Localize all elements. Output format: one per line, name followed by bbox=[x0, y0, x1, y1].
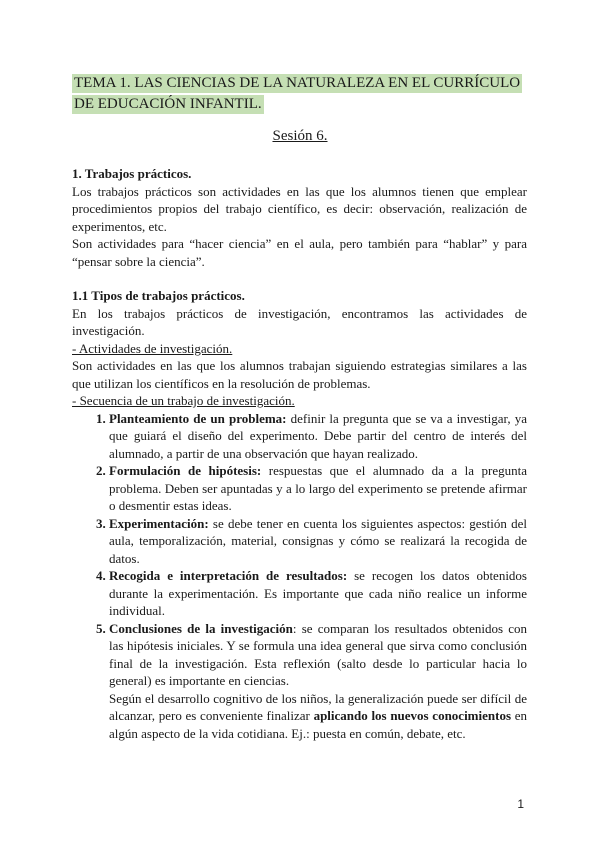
section-1-paragraph-1: Los trabajos prácticos son actividades en las que los alumnos tienen que emplear procedimientos propios del trabajo científico, es decir: observación, realización de experimentos, etc. bbox=[72, 183, 527, 234]
closing-paragraph bbox=[72, 690, 527, 743]
investigation-steps-list bbox=[72, 410, 527, 690]
section-2-heading: 1.1 Tipos de trabajos prácticos. bbox=[72, 288, 245, 303]
page-number: 1 bbox=[517, 797, 524, 811]
list-item bbox=[109, 462, 527, 515]
closing-emphasis: aplicando los nuevos conocimientos bbox=[313, 708, 512, 723]
step-text: : se comparan los resultados obtenidos con las hipótesis iniciales. Y se formula una idea general que sirva como conclusión final de la investigación. Esta reflexión (salto desde lo particular hacia lo general) es importante en ciencias. bbox=[109, 620, 528, 688]
session-label: Sesión 6. bbox=[272, 128, 328, 144]
closing-text-end: en algún aspecto de la vida cotidiana. Ej.: puesta en común, debate, etc. bbox=[109, 708, 528, 741]
step-term: Formulación de hipótesis: bbox=[109, 463, 262, 478]
section-2-paragraph-2: Son actividades en las que los alumnos trabajan siguiendo estrategias similares a las que utilizan los científicos en la resolución de problemas. bbox=[72, 358, 527, 391]
step-term: Experimentación: bbox=[109, 515, 209, 531]
document-body bbox=[72, 165, 527, 742]
closing-text-start: Según el desarrollo cognitivo de los niños, la generalización puede ser difícil de alcanzar, pero es conveniente finalizar bbox=[109, 690, 527, 723]
section-2-paragraph-1: En los trabajos prácticos de investigación, encontramos las actividades de investigación. bbox=[72, 305, 527, 338]
list-item bbox=[109, 410, 527, 463]
subheading-sequence: - Secuencia de un trabajo de investigación. bbox=[72, 393, 295, 408]
title-line-2: DE EDUCACIÓN INFANTIL. bbox=[74, 96, 262, 112]
step-text: se recogen los datos obtenidos durante la experimentación. Es importante que cada niño realice un informe individual. bbox=[109, 568, 527, 618]
subheading-activities: - Actividades de investigación. bbox=[72, 340, 233, 356]
step-term: Recogida e interpretación de resultados: bbox=[109, 568, 348, 583]
step-term: Planteamiento de un problema: bbox=[109, 410, 287, 426]
step-text: respuestas que el alumnado da a la pregunta problema. Deben ser apuntadas y a lo largo del experimento se pretende afirmar o desmentir estas ideas. bbox=[109, 463, 527, 513]
section-1-paragraph-2: Son actividades para “hacer ciencia” en el aula, pero también para “hablar” y para “pensar sobre la ciencia”. bbox=[72, 236, 527, 269]
list-item bbox=[109, 620, 527, 690]
session-heading bbox=[0, 128, 600, 145]
step-text: se debe tener en cuenta los siguientes aspectos: gestión del aula, temporalización, material, consignas y cómo se realizará la recogida de datos. bbox=[109, 515, 527, 566]
title-line-1: TEMA 1. LAS CIENCIAS DE LA NATURALEZA EN EL CURRÍCULO bbox=[74, 75, 521, 91]
step-text: definir la pregunta que se va a investigar, ya que guiará el diseño del experimento. Debe partir del centro de interés del alumnado, a partir de una observación que hayan realizado. bbox=[109, 410, 527, 461]
list-item bbox=[109, 515, 527, 568]
step-term: Conclusiones de la investigación bbox=[109, 620, 293, 636]
list-item bbox=[109, 567, 527, 620]
section-1-heading: 1. Trabajos prácticos. bbox=[72, 166, 192, 181]
